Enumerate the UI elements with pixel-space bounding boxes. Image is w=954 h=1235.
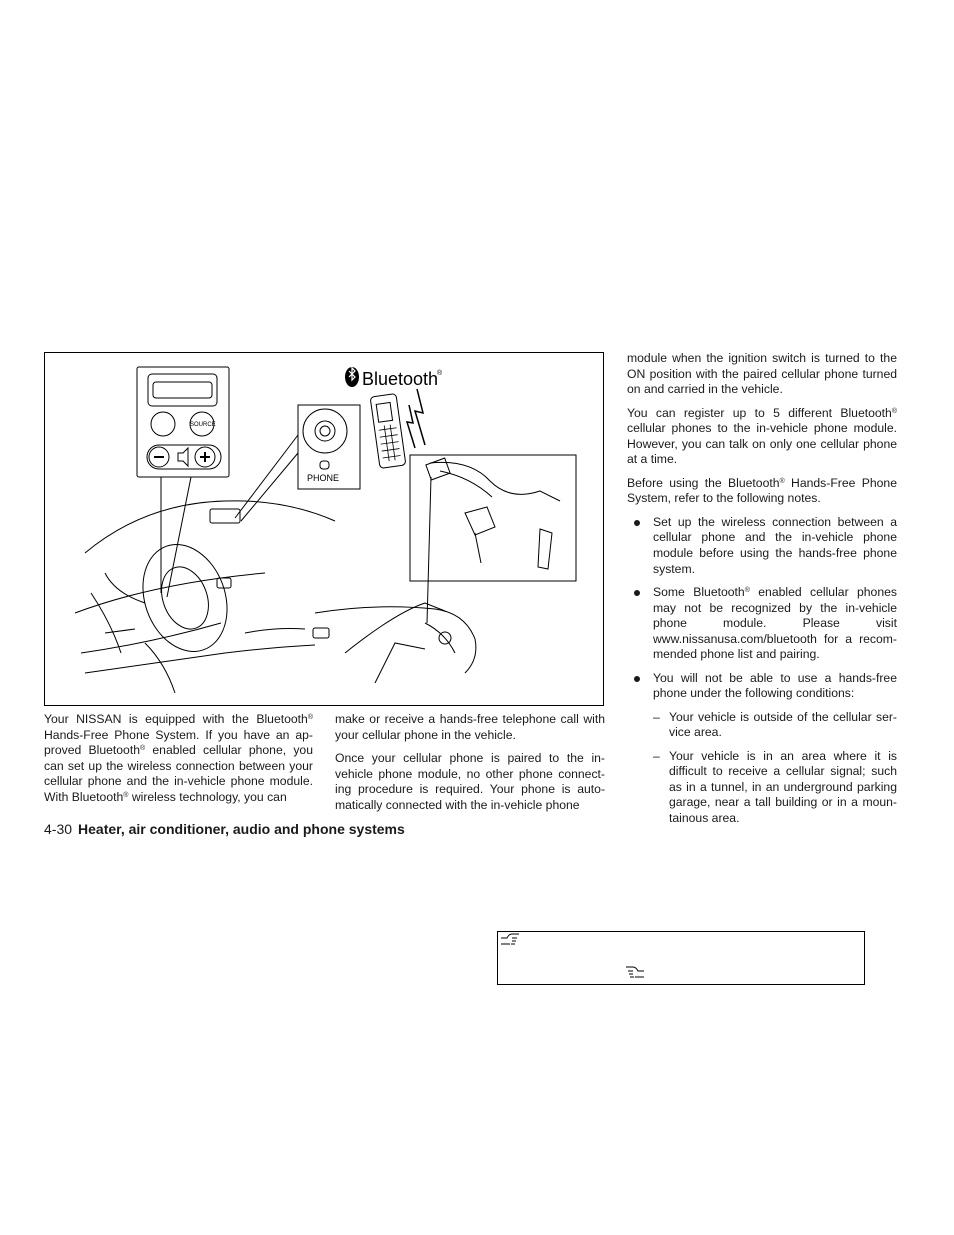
page-footer xyxy=(44,821,405,837)
note-box xyxy=(497,931,865,985)
conditions-list xyxy=(653,710,897,827)
section-title: Heater, air conditioner, audio and phone systems xyxy=(78,821,405,837)
text-column-2 xyxy=(335,712,605,821)
pairing-paragraph: Once your cellular phone is paired to the in-vehicle phone module, no other phone connect-ing procedure is required. Your phone is auto-matically connected with the in-vehicle phone xyxy=(335,750,605,812)
phone-label: PHONE xyxy=(307,473,340,483)
pointing-hand-icon xyxy=(500,932,520,946)
list-item: Some Bluetooth® enabled cellular phones may not be recognized by the in-vehicle phone module. Please visit www.nissanusa.com/bluetooth for a recom-mended phone list and pairing. xyxy=(627,585,897,663)
overhead-console xyxy=(210,509,240,523)
list-item: – Your vehicle is in an area where it is difficult to receive a cellular signal; such as in a tunnel, in an underground parking garage, near a tall building or in a moun-tainous area. xyxy=(653,748,897,826)
intro-paragraph: Your NISSAN is equipped with the Bluetooth® Hands-Free Phone System. If you have an ap-proved Bluetooth® enabled cellular phone, you can set up the wireless connection between your cellular phone and the in-vehicle phone module. With Bluetooth® wireless technology, you can xyxy=(44,712,313,804)
list-item: You will not be able to use a hands-free phone under the following conditions: – Your vehicle is outside of the cellular ser-vice area. – Your vehicle is in an area where it is difficult to receive a cellular signal; such as in a tunnel, in an underground parking garage, near a tall building or in a moun-tainous area. xyxy=(627,671,897,827)
bluetooth-illustration xyxy=(44,352,604,706)
bullet-icon xyxy=(634,676,640,682)
text-column-3 xyxy=(627,351,897,834)
list-item: – Your vehicle is outside of the cellular ser-vice area. xyxy=(653,709,897,740)
phone-switch-icon xyxy=(151,412,175,436)
handsfree-paragraph: make or receive a hands-free telephone call with your cellular phone in the vehicle. xyxy=(335,712,605,742)
speaker-icon xyxy=(178,448,188,466)
microphone-inset xyxy=(410,455,576,581)
notes-list xyxy=(627,515,897,827)
text-column-1 xyxy=(44,712,313,813)
bluetooth-logo-text: Bluetooth xyxy=(362,369,439,389)
page-number: 4-30 xyxy=(44,821,73,837)
illustration-drawing xyxy=(45,353,605,707)
pointing-hand-icon xyxy=(625,965,645,979)
notes-intro-paragraph: Before using the Bluetooth® Hands-Free Phone System, refer to the following notes. xyxy=(627,475,897,506)
bluetooth-logo-reg: ® xyxy=(437,370,443,377)
bullet-icon xyxy=(634,590,640,596)
ignition-paragraph: module when the ignition switch is turned to the ON position with the paired cellular phone turned on and carried in the vehicle. xyxy=(627,351,897,397)
bullet-icon xyxy=(634,520,640,526)
bluetooth-logo xyxy=(345,367,443,389)
list-item: Set up the wireless connection between a cellular phone and the in-vehicle phone module before using the hands-free phone system. xyxy=(627,515,897,577)
register-paragraph: You can register up to 5 different Bluetooth® cellular phones to the in-vehicle phone module. However, you can talk on only one cellular phone at a time. xyxy=(627,405,897,467)
source-label: SOURCE xyxy=(190,422,216,428)
